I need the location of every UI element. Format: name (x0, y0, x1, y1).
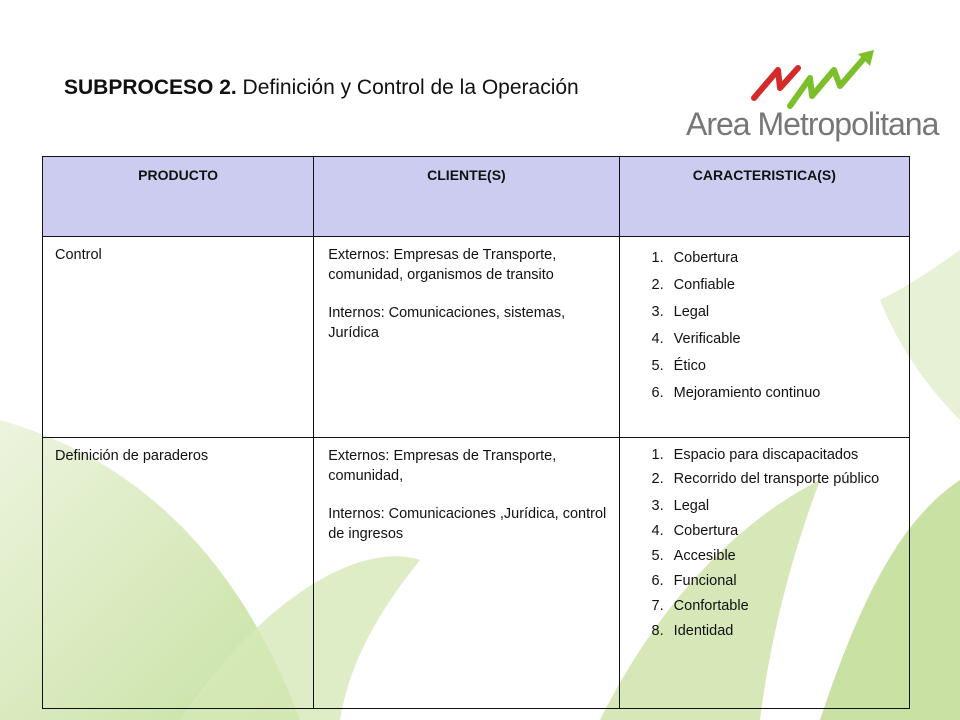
list-item: 4. Cobertura (668, 519, 899, 544)
caracteristicas-list (634, 446, 899, 644)
table-header-row (43, 157, 910, 237)
caracteristicas-list (634, 245, 899, 407)
list-item: 7. Confortable (668, 594, 899, 619)
page-title (64, 76, 579, 100)
list-item: 5. Ético (668, 353, 899, 380)
table-row (43, 237, 910, 438)
list-item: 8. Identidad (668, 619, 899, 644)
list-item: 3. Legal (668, 299, 899, 326)
title-bold: SUBPROCESO 2. (64, 76, 237, 99)
list-item: 1. Cobertura (668, 245, 899, 272)
list-item: 1. Espacio para discapacitados (668, 446, 899, 470)
logo-text: Area Metropolitana (686, 106, 939, 142)
cell-producto: Control (43, 237, 314, 438)
header-producto: PRODUCTO (43, 157, 314, 237)
clientes-internos: Internos: Comunicaciones ,Jurídica, control de ingresos (328, 506, 607, 542)
subproceso-table (42, 156, 910, 709)
list-item: 2. Confiable (668, 272, 899, 299)
cell-caracteristicas (619, 438, 909, 709)
header-caracteristicas: CARACTERISTICA(S) (619, 157, 909, 237)
list-item: 6. Funcional (668, 569, 899, 594)
cell-caracteristicas (619, 237, 909, 438)
clientes-externos: Externos: Empresas de Transporte, comunidad, organismos de transito (328, 247, 557, 283)
cell-producto: Definición de paraderos (43, 438, 314, 709)
title-rest: Definición y Control de la Operación (236, 76, 579, 99)
list-item: 6. Mejoramiento continuo (668, 380, 899, 407)
list-item: 2. Recorrido del transporte público (668, 470, 899, 494)
clientes-externos: Externos: Empresas de Transporte, comunidad, (328, 448, 557, 484)
list-item: 4. Verificable (668, 326, 899, 353)
list-item: 3. Legal (668, 494, 899, 519)
cell-clientes (314, 237, 619, 438)
header-clientes: CLIENTE(S) (314, 157, 619, 237)
clientes-internos: Internos: Comunicaciones, sistemas, Jurídica (328, 305, 566, 341)
list-item: 5. Accesible (668, 544, 899, 569)
table-row (43, 438, 910, 709)
area-metropolitana-logo (686, 48, 939, 158)
cell-clientes (314, 438, 619, 709)
